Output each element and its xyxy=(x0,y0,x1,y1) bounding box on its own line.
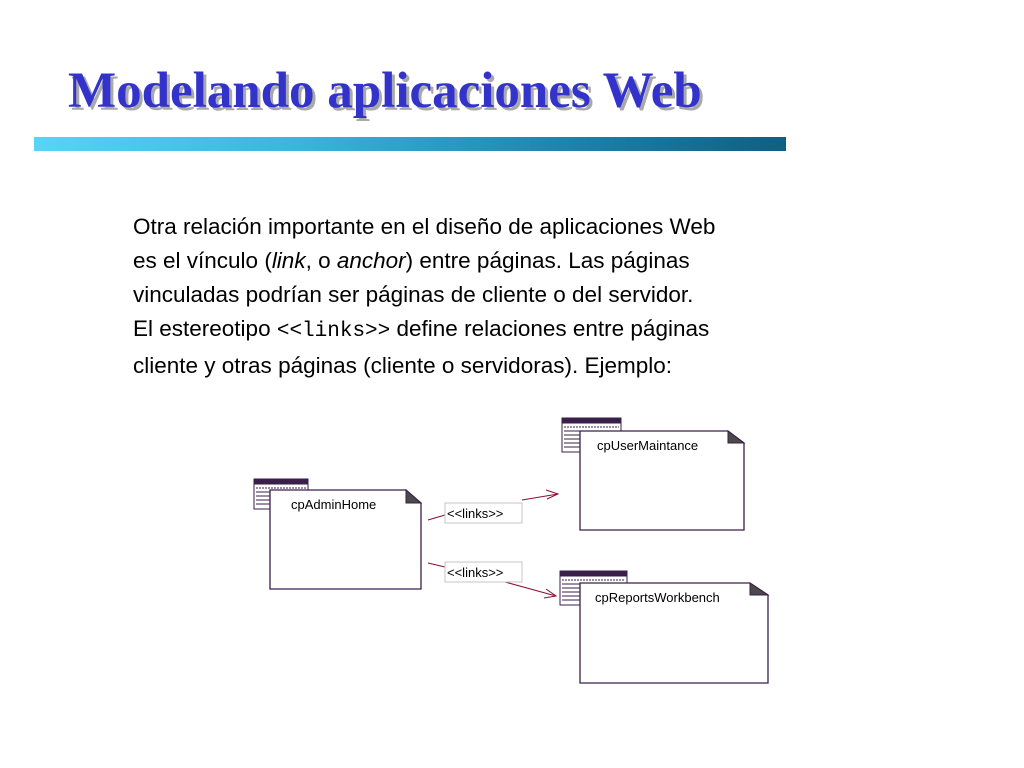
stereotype-label: <<links>> xyxy=(447,506,504,521)
stereotype-label: <<links>> xyxy=(447,565,504,580)
link-term: link xyxy=(271,248,306,273)
links-connector-bottom xyxy=(428,562,556,598)
paragraph-line-3: vinculadas podrían ser páginas de cliente o del servidor. xyxy=(133,282,694,307)
slide-title: Modelando aplicaciones Web xyxy=(68,63,702,119)
links-connector-top xyxy=(428,490,558,523)
links-stereotype-code: <<links>> xyxy=(276,320,391,343)
page-name: cpReportsWorkbench xyxy=(595,590,720,605)
anchor-term: anchor xyxy=(336,248,406,273)
line4-text-a: El estereotipo xyxy=(133,316,277,341)
line2-text-b: , o xyxy=(305,248,337,273)
page-node-user-maintance xyxy=(562,418,744,530)
page-name: cpUserMaintance xyxy=(597,438,699,453)
line2-text-c: ) entre páginas. Las páginas xyxy=(405,248,690,273)
page-node-admin-home xyxy=(254,479,421,589)
line2-text-a: es el vínculo ( xyxy=(133,248,272,273)
page-name: cpAdminHome xyxy=(291,497,377,512)
page-node-reports-workbench xyxy=(560,571,768,683)
paragraph-line-1: Otra relación importante en el diseño de aplicaciones Web xyxy=(133,214,716,239)
paragraph-line-5: cliente y otras páginas (cliente o servidoras). Ejemplo: xyxy=(133,353,673,378)
line4-text-b: define relaciones entre páginas xyxy=(390,316,710,341)
